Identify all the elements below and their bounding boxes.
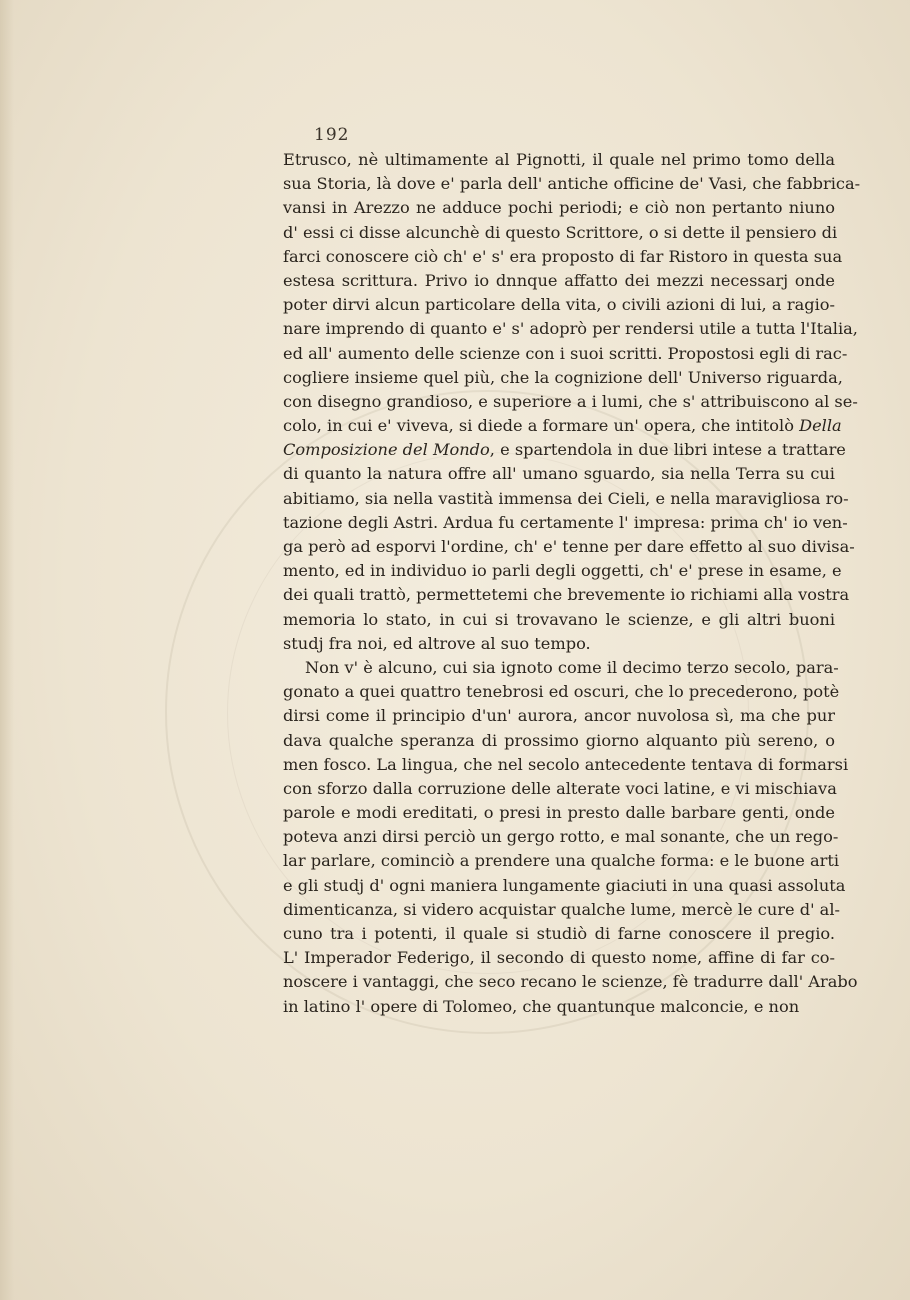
text-line: Composizione del Mondo, e spartendola in due libri intese a trattare — [283, 440, 846, 460]
text-line: cuno tra i potenti, il quale si studiò di farne conoscere il pregio. — [283, 924, 835, 943]
text-line: lar parlare, cominciò a prendere una qualche forma: e le buone arti — [283, 851, 840, 871]
text-line: men fosco. La lingua, che nel secolo antecedente tentava di formarsi — [283, 754, 849, 774]
text-line: vansi in Arezzo ne adduce pochi periodi; e ciò non pertanto niuno — [283, 198, 835, 218]
text-line: sua Storia, là dove e' parla dell' antiche officine de' Vasi, che fabbrica- — [283, 174, 861, 194]
text-line: e gli studj d' ogni maniera lungamente giaciuti in una quasi assoluta — [283, 875, 846, 895]
text-line: Non v' è alcuno, cui sia ignoto come il decimo terzo secolo, para- — [305, 657, 839, 677]
text-line: ga però ad esporvi l'ordine, ch' e' tenne per dare effetto al suo divisa- — [283, 537, 855, 556]
text-line: Etrusco, nè ultimamente al Pignotti, il quale nel primo tomo della — [283, 150, 835, 169]
text-line: ed all' aumento delle scienze con i suoi scritti. Propostosi egli di rac- — [283, 343, 848, 363]
book-title-italic: Composizione del Mondo — [283, 440, 490, 460]
text-line: poter dirvi alcun particolare della vita, o civili azioni di lui, a ragio- — [283, 295, 835, 315]
text-line: con disegno grandioso, e superiore a i lumi, che s' attribuiscono al se- — [283, 391, 858, 411]
text-line: colo, in cui e' viveva, si diede a formare un' opera, che intitolò Della — [283, 416, 842, 436]
text-line: mento, ed in individuo io parli degli oggetti, ch' e' prese in esame, e — [283, 561, 842, 581]
text-line: tazione degli Astri. Ardua fu certamente l' impresa: prima ch' io ven- — [283, 512, 848, 532]
text-line: dei quali trattò, permettetemi che brevemente io richiami alla vostra — [283, 585, 850, 605]
text-line: gonato a quei quattro tenebrosi ed oscuri, che lo precederono, potè — [283, 682, 840, 702]
text-line: abitiamo, sia nella vastità immensa dei Cieli, e nella maravigliosa ro- — [283, 488, 849, 508]
text-line: con sforzo dalla corruzione delle alterate voci latine, e vi mischiava — [283, 778, 837, 798]
text-line: estesa scrittura. Privo io dnnque affatto dei mezzi necessarj onde — [283, 270, 835, 290]
text-line: d' essi ci disse alcunchè di questo Scrittore, o si dette il pensiero di — [283, 222, 838, 242]
text-line: L' Imperador Federigo, il secondo di questo nome, affine di far co- — [283, 948, 835, 968]
text-line: memoria lo stato, in cui si trovavano le scienze, e gli altri buoni — [283, 609, 835, 629]
text-line: dirsi come il principio d'un' aurora, ancor nuvolosa sì, ma che pur — [283, 706, 835, 726]
book-title-italic: Della — [799, 416, 842, 436]
text-line: noscere i vantaggi, che seco recano le scienze, fè tradurre dall' Arabo — [283, 972, 858, 992]
text-line: cogliere insieme quel più, che la cognizione dell' Universo riguarda, — [283, 367, 843, 387]
paragraph-1 — [283, 148, 861, 656]
text-line: farci conoscere ciò ch' e' s' era proposto di far Ristoro in questa sua — [283, 246, 843, 266]
paragraph-2 — [283, 656, 858, 1019]
text-line: nare imprendo di quanto e' s' adoprò per rendersi utile a tutta l'Italia, — [283, 319, 858, 339]
text-line: dava qualche speranza di prossimo giorno alquanto più sereno, o — [283, 730, 835, 750]
page-number: 192 — [314, 125, 350, 145]
body-text — [283, 148, 861, 1019]
text-line: di quanto la natura offre all' umano sguardo, sia nella Terra su cui — [283, 464, 835, 484]
text-line: studj fra noi, ed altrove al suo tempo. — [283, 633, 591, 653]
page-edge-shadow — [0, 0, 14, 1300]
text-line: parole e modi ereditati, o presi in presto dalle barbare genti, onde — [283, 803, 835, 823]
text-line: in latino l' opere di Tolomeo, che quantunque malconcie, e non — [283, 996, 800, 1016]
text-line: poteva anzi dirsi perciò un gergo rotto, e mal sonante, che un rego- — [283, 827, 839, 847]
text-line: dimenticanza, si videro acquistar qualche lume, mercè le cure d' al- — [283, 899, 840, 919]
